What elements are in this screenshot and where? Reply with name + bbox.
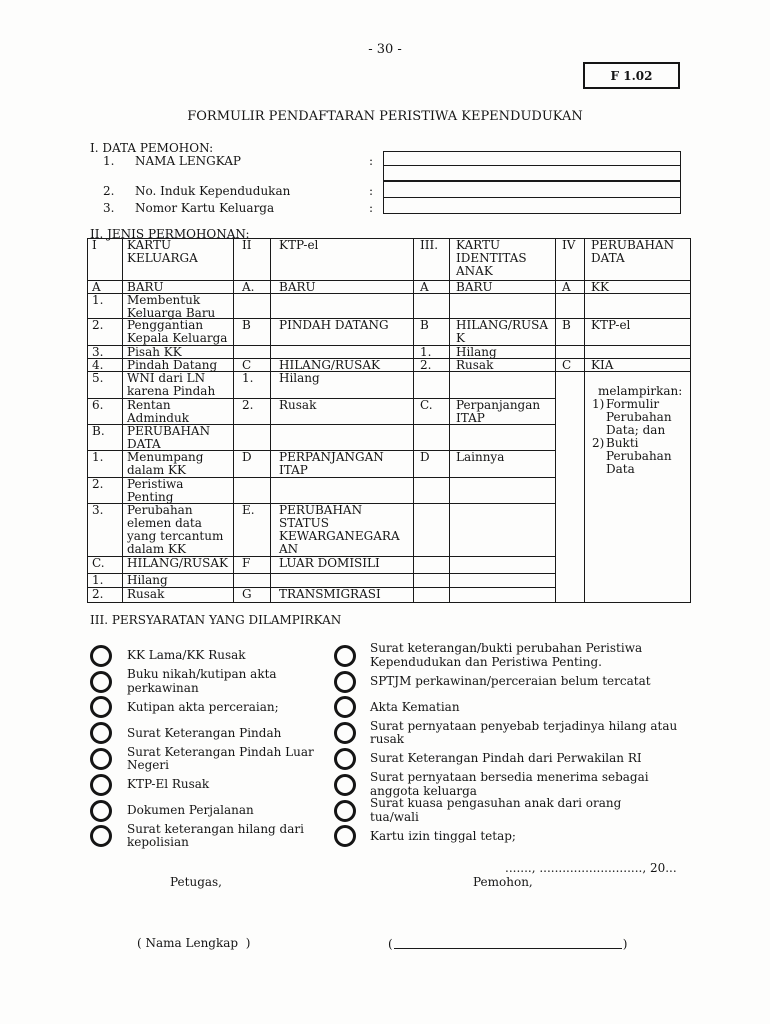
kk-item-cell bbox=[123, 425, 234, 451]
requirement-item[interactable] bbox=[334, 695, 754, 721]
ktp-el-item-cell bbox=[271, 281, 414, 294]
officer-name-placeholder: ( Nama Lengkap ) bbox=[137, 936, 251, 950]
perubahan-data-code-cell bbox=[556, 281, 585, 294]
perubahan-data-item-text bbox=[591, 294, 688, 318]
kk-item-cell bbox=[123, 451, 234, 478]
attachment-note bbox=[585, 372, 691, 603]
place-date-line: ......., ..........................., 20... bbox=[505, 861, 677, 875]
kk-item-cell bbox=[123, 359, 234, 372]
ktp-el-code-text: F bbox=[242, 556, 251, 570]
kk-code-text: 5. bbox=[92, 371, 104, 385]
kk-item-text: Perubahan elemen data yang tercantum dalam KK bbox=[127, 503, 224, 556]
attachment-note-number: 2) bbox=[592, 436, 605, 450]
kia-item-text bbox=[456, 294, 553, 318]
field-colon: : bbox=[369, 201, 374, 215]
ktp-el-code-cell bbox=[234, 372, 271, 399]
kk-item-text: Peristiwa Penting bbox=[127, 477, 184, 504]
kia-item-text: Rusak bbox=[456, 358, 494, 372]
field-number: 3. bbox=[103, 201, 115, 215]
column-header: KTP-el bbox=[279, 238, 319, 252]
kk-item-text: Pindah Datang bbox=[127, 358, 218, 372]
kk-item-text: Rentan Adminduk bbox=[127, 398, 189, 425]
requirement-item[interactable] bbox=[90, 695, 330, 721]
attachment-note-label: melampirkan: bbox=[598, 384, 683, 398]
requirement-checkbox[interactable] bbox=[334, 825, 356, 847]
kia-item-cell bbox=[450, 574, 556, 588]
kia-item-text bbox=[456, 557, 553, 573]
kia-code-cell bbox=[414, 239, 450, 281]
perubahan-data-item-text: KK bbox=[591, 280, 609, 294]
requirement-item[interactable] bbox=[334, 772, 754, 798]
application-type-table bbox=[87, 238, 691, 603]
kia-code-text: B bbox=[420, 318, 429, 332]
attachment-note-number: 1) bbox=[592, 397, 605, 411]
ktp-el-item-text: Hilang bbox=[279, 371, 320, 385]
kk-item-cell bbox=[123, 346, 234, 359]
ktp-el-code-cell bbox=[234, 451, 271, 478]
perubahan-data-code-cell bbox=[556, 239, 585, 281]
ktp-el-code-text bbox=[242, 425, 268, 450]
kia-code-text bbox=[420, 294, 447, 318]
requirement-item[interactable] bbox=[334, 643, 754, 669]
kia-code-text: C. bbox=[420, 398, 433, 412]
requirement-label: Surat kuasa pengasuhan anak dari orang tua/wali bbox=[370, 796, 622, 824]
kia-code-text bbox=[420, 574, 447, 587]
kk-item-cell bbox=[123, 372, 234, 399]
kk-code-text: 2. bbox=[92, 477, 104, 491]
perubahan-data-code-text bbox=[562, 346, 582, 358]
kia-code-text: 2. bbox=[420, 358, 432, 372]
ktp-el-code-cell bbox=[234, 557, 271, 574]
kk-code-text: 4. bbox=[92, 358, 104, 372]
kk-item-text: Membentuk Keluarga Baru bbox=[127, 293, 216, 320]
kia-code-text bbox=[420, 504, 447, 556]
attachment-note-item bbox=[585, 437, 690, 476]
ktp-el-item-text bbox=[279, 346, 411, 358]
ktp-el-code-text: B bbox=[242, 318, 251, 332]
ktp-el-item-cell bbox=[271, 346, 414, 359]
kia-code-text bbox=[420, 557, 447, 573]
table-row bbox=[88, 346, 691, 359]
officer-label: Petugas, bbox=[170, 875, 222, 889]
kia-item-text: Lainnya bbox=[456, 450, 505, 464]
column-header: III. bbox=[420, 238, 439, 252]
column-header: KARTU IDENTITAS ANAK bbox=[456, 238, 527, 278]
perubahan-data-code-cell bbox=[556, 294, 585, 319]
ktp-el-item-cell bbox=[271, 425, 414, 451]
ktp-el-code-text: 2. bbox=[242, 398, 254, 412]
kia-code-cell bbox=[414, 372, 450, 399]
requirement-checkbox[interactable] bbox=[90, 671, 112, 693]
kk-item-cell bbox=[123, 504, 234, 557]
kk-code-cell bbox=[88, 399, 123, 425]
perubahan-data-item-cell bbox=[585, 319, 691, 346]
ktp-el-code-cell bbox=[234, 359, 271, 372]
requirements-right-column bbox=[334, 643, 754, 849]
applicant-name-blank[interactable] bbox=[394, 938, 622, 949]
kk-item-text: BARU bbox=[127, 280, 164, 294]
requirement-label: Kartu izin tinggal tetap; bbox=[370, 828, 516, 843]
kia-item-text: BARU bbox=[456, 280, 493, 294]
requirement-checkbox[interactable] bbox=[334, 748, 356, 770]
requirement-checkbox[interactable] bbox=[334, 645, 356, 667]
ktp-el-code-text: G bbox=[242, 587, 252, 601]
requirement-label: Surat Keterangan Pindah bbox=[127, 725, 282, 740]
kk-code-cell bbox=[88, 294, 123, 319]
ktp-el-code-text bbox=[242, 294, 268, 318]
ktp-el-item-cell bbox=[271, 239, 414, 281]
kk-code-cell bbox=[88, 451, 123, 478]
perubahan-data-code-text: A bbox=[562, 280, 571, 294]
field-colon: : bbox=[369, 184, 374, 198]
table-row bbox=[88, 359, 691, 372]
kia-item-text bbox=[456, 478, 553, 503]
kia-code-text bbox=[420, 425, 447, 450]
kia-code-cell bbox=[414, 451, 450, 478]
kia-code-text bbox=[420, 588, 447, 602]
requirement-item[interactable] bbox=[90, 798, 330, 824]
ktp-el-item-text bbox=[279, 425, 411, 450]
ktp-el-item-text: BARU bbox=[279, 280, 316, 294]
kia-code-text bbox=[420, 478, 447, 503]
kia-code-text bbox=[420, 372, 447, 398]
kia-item-text: Perpanjangan ITAP bbox=[456, 398, 541, 425]
kia-item-cell bbox=[450, 399, 556, 425]
kk-code-text: 3. bbox=[92, 345, 104, 359]
kk-item-cell bbox=[123, 239, 234, 281]
kia-code-cell bbox=[414, 574, 450, 588]
ktp-el-item-cell bbox=[271, 319, 414, 346]
perubahan-data-code-cell bbox=[556, 346, 585, 359]
perubahan-data-item-cell bbox=[585, 346, 691, 359]
requirement-label: Buku nikah/kutipan akta perkawinan bbox=[127, 667, 277, 695]
kia-item-cell bbox=[450, 588, 556, 603]
table-row bbox=[88, 319, 691, 346]
family-card-number-field[interactable] bbox=[383, 197, 681, 214]
kia-code-cell bbox=[414, 319, 450, 346]
kk-item-cell bbox=[123, 294, 234, 319]
requirement-item[interactable] bbox=[90, 669, 330, 695]
applicant-signature-line bbox=[388, 937, 627, 951]
kia-item-cell bbox=[450, 425, 556, 451]
ktp-el-item-cell bbox=[271, 574, 414, 588]
ktp-el-code-text: C bbox=[242, 358, 252, 372]
kk-code-cell bbox=[88, 239, 123, 281]
kk-item-text: Pisah KK bbox=[127, 345, 182, 359]
full-name-label: NAMA LENGKAP bbox=[135, 154, 241, 168]
requirement-checkbox[interactable] bbox=[90, 748, 112, 770]
ktp-el-code-text: 1. bbox=[242, 371, 254, 385]
form-code: F 1.02 bbox=[610, 68, 653, 83]
requirement-checkbox[interactable] bbox=[334, 800, 356, 822]
ktp-el-item-cell bbox=[271, 504, 414, 557]
section-applicant-heading: I. DATA PEMOHON: bbox=[90, 141, 214, 155]
attachment-note-item bbox=[585, 398, 690, 437]
column-header: KARTU KELUARGA bbox=[127, 238, 198, 265]
kia-code-cell bbox=[414, 588, 450, 603]
kia-code-cell bbox=[414, 478, 450, 504]
requirement-checkbox[interactable] bbox=[90, 645, 112, 667]
kia-code-cell bbox=[414, 294, 450, 319]
ktp-el-item-cell bbox=[271, 294, 414, 319]
table-row bbox=[88, 281, 691, 294]
kia-item-cell bbox=[450, 281, 556, 294]
ktp-el-code-text bbox=[242, 574, 268, 587]
kia-code-cell bbox=[414, 281, 450, 294]
ktp-el-item-text: TRANSMIGRASI bbox=[279, 587, 381, 601]
ktp-el-item-text bbox=[279, 478, 411, 503]
ktp-el-item-text bbox=[279, 574, 411, 587]
kk-code-cell bbox=[88, 504, 123, 557]
kk-item-text: PERUBAHAN DATA bbox=[127, 424, 211, 451]
kk-code-cell bbox=[88, 574, 123, 588]
ktp-el-code-cell bbox=[234, 239, 271, 281]
kia-item-cell bbox=[450, 557, 556, 574]
ktp-el-code-text: E. bbox=[242, 503, 255, 517]
kk-code-cell bbox=[88, 425, 123, 451]
ktp-el-item-cell bbox=[271, 588, 414, 603]
ktp-el-code-cell bbox=[234, 588, 271, 603]
kia-item-text: Hilang bbox=[456, 345, 497, 359]
ktp-el-code-cell bbox=[234, 478, 271, 504]
kk-item-cell bbox=[123, 478, 234, 504]
ktp-el-item-cell bbox=[271, 478, 414, 504]
kk-code-text: 1. bbox=[92, 293, 104, 307]
requirement-label: Surat Keterangan Pindah dari Perwakilan RI bbox=[370, 751, 642, 766]
column-header: PERUBAHAN DATA bbox=[591, 238, 675, 265]
kia-code-cell bbox=[414, 399, 450, 425]
perubahan-data-item-cell bbox=[585, 359, 691, 372]
requirement-label: Dokumen Perjalanan bbox=[127, 802, 254, 817]
kia-code-cell bbox=[414, 557, 450, 574]
ktp-el-item-cell bbox=[271, 359, 414, 372]
kk-code-text: 1. bbox=[92, 450, 104, 464]
kk-code-text: 3. bbox=[92, 503, 104, 517]
requirement-label: Akta Kematian bbox=[370, 699, 460, 714]
requirement-label: Surat pernyataan penyebab terjadinya hilang atau rusak bbox=[370, 718, 678, 747]
perubahan-data-item-text: KTP-el bbox=[591, 318, 631, 332]
kk-item-text: WNI dari LN karena Pindah bbox=[127, 371, 216, 398]
perubahan-data-item-cell bbox=[585, 294, 691, 319]
kk-item-text: HILANG/RUSAK bbox=[127, 556, 228, 570]
requirement-label: Kutipan akta perceraian; bbox=[127, 699, 279, 714]
kia-item-cell bbox=[450, 478, 556, 504]
requirement-checkbox[interactable] bbox=[334, 671, 356, 693]
ktp-el-code-cell bbox=[234, 346, 271, 359]
perubahan-data-code-text bbox=[562, 294, 582, 318]
section-application-type-heading: II. JENIS PERMOHONAN: bbox=[90, 227, 250, 241]
applicant-label: Pemohon, bbox=[473, 875, 533, 889]
ktp-el-item-cell bbox=[271, 372, 414, 399]
requirement-label: Surat Keterangan Pindah Luar Negeri bbox=[127, 744, 314, 773]
kk-item-cell bbox=[123, 281, 234, 294]
requirement-checkbox[interactable] bbox=[90, 774, 112, 796]
requirement-label: Surat keterangan/bukti perubahan Peristiwa Kependudukan dan Peristiwa Penting. bbox=[370, 641, 643, 669]
full-name-field[interactable] bbox=[383, 151, 681, 181]
ktp-el-code-cell bbox=[234, 281, 271, 294]
open-paren: ( bbox=[388, 937, 393, 951]
kk-code-text: 2. bbox=[92, 587, 104, 601]
kia-item-cell bbox=[450, 239, 556, 281]
kk-code-text: A bbox=[92, 280, 101, 294]
form-code-box bbox=[583, 62, 680, 89]
ktp-el-item-text: Rusak bbox=[279, 398, 317, 412]
nik-field[interactable] bbox=[383, 181, 681, 198]
requirement-item[interactable] bbox=[90, 772, 330, 798]
kk-code-cell bbox=[88, 478, 123, 504]
ktp-el-item-cell bbox=[271, 557, 414, 574]
kia-item-cell bbox=[450, 346, 556, 359]
kk-item-cell bbox=[123, 557, 234, 574]
kk-code-cell bbox=[88, 557, 123, 574]
kk-code-text: C. bbox=[92, 556, 105, 570]
kia-code-text: 1. bbox=[420, 345, 432, 359]
kia-item-cell bbox=[450, 372, 556, 399]
kia-code-text: D bbox=[420, 450, 430, 464]
kia-code-cell bbox=[414, 425, 450, 451]
nik-label: No. Induk Kependudukan bbox=[135, 184, 291, 198]
table-row bbox=[88, 372, 691, 399]
kia-item-text bbox=[456, 588, 553, 602]
kk-code-text: 6. bbox=[92, 398, 104, 412]
kia-code-cell bbox=[414, 359, 450, 372]
ktp-el-item-cell bbox=[271, 451, 414, 478]
ktp-el-code-cell bbox=[234, 294, 271, 319]
attachment-note-text: Formulir Perubahan Data; dan bbox=[606, 397, 672, 437]
requirement-item[interactable] bbox=[334, 669, 754, 695]
requirement-item[interactable] bbox=[334, 746, 754, 772]
perubahan-data-code-cell bbox=[556, 319, 585, 346]
requirement-checkbox[interactable] bbox=[90, 800, 112, 822]
field-number: 1. bbox=[103, 154, 115, 168]
ktp-el-code-cell bbox=[234, 425, 271, 451]
page-number: - 30 - bbox=[368, 42, 402, 57]
ktp-el-code-text: A. bbox=[242, 280, 255, 294]
kk-code-cell bbox=[88, 372, 123, 399]
ktp-el-code-text bbox=[242, 478, 268, 503]
kk-code-text: B. bbox=[92, 424, 105, 438]
ktp-el-code-cell bbox=[234, 504, 271, 557]
table-row bbox=[88, 294, 691, 319]
ktp-el-code-cell bbox=[234, 574, 271, 588]
kk-code-cell bbox=[88, 346, 123, 359]
requirement-label: Surat keterangan hilang dari kepolisian bbox=[127, 821, 304, 850]
perubahan-data-code-cell bbox=[556, 359, 585, 372]
kk-item-cell bbox=[123, 588, 234, 603]
kk-code-cell bbox=[88, 588, 123, 603]
column-header: I bbox=[92, 238, 97, 252]
kk-code-cell bbox=[88, 281, 123, 294]
column-header: II bbox=[242, 238, 252, 252]
requirement-checkbox[interactable] bbox=[334, 774, 356, 796]
requirement-item[interactable] bbox=[90, 821, 330, 850]
requirement-item[interactable] bbox=[334, 798, 754, 824]
form-title: FORMULIR PENDAFTARAN PERISTIWA KEPENDUDUKAN bbox=[187, 109, 583, 124]
kk-code-text: 1. bbox=[92, 573, 104, 587]
requirement-label: SPTJM perkawinan/perceraian belum tercatat bbox=[370, 673, 651, 688]
requirement-checkbox[interactable] bbox=[334, 722, 356, 744]
kia-item-cell bbox=[450, 451, 556, 478]
requirements-left-column bbox=[90, 643, 330, 849]
requirement-item[interactable] bbox=[334, 824, 754, 850]
ktp-el-item-text: LUAR DOMISILI bbox=[279, 556, 380, 570]
perubahan-data-code-cell bbox=[556, 372, 585, 603]
kia-item-cell bbox=[450, 359, 556, 372]
perubahan-data-item-text: KIA bbox=[591, 358, 614, 372]
field-number: 2. bbox=[103, 184, 115, 198]
ktp-el-item-text: PERUBAHAN STATUS KEWARGANEGARA AN bbox=[279, 503, 400, 556]
attachment-note-text: Bukti Perubahan Data bbox=[606, 436, 672, 476]
column-header: IV bbox=[562, 238, 576, 252]
kk-item-text: Penggantian Kepala Keluarga bbox=[127, 318, 228, 345]
kia-item-cell bbox=[450, 319, 556, 346]
kk-code-cell bbox=[88, 359, 123, 372]
family-card-number-label: Nomor Kartu Keluarga bbox=[135, 201, 275, 215]
kk-item-text: Menumpang dalam KK bbox=[127, 450, 204, 477]
perubahan-data-code-text: B bbox=[562, 318, 571, 332]
table-header-row bbox=[88, 239, 691, 281]
ktp-el-code-text: D bbox=[242, 450, 252, 464]
requirement-checkbox[interactable] bbox=[90, 825, 112, 847]
ktp-el-code-cell bbox=[234, 319, 271, 346]
kk-item-cell bbox=[123, 319, 234, 346]
kia-code-text: A bbox=[420, 280, 429, 294]
kia-item-text bbox=[456, 372, 553, 398]
kia-code-cell bbox=[414, 504, 450, 557]
ktp-el-item-text bbox=[279, 294, 411, 318]
requirement-label: KK Lama/KK Rusak bbox=[127, 648, 246, 663]
kia-item-text: HILANG/RUSA K bbox=[456, 318, 549, 345]
kia-item-cell bbox=[450, 504, 556, 557]
kia-item-text bbox=[456, 574, 553, 587]
ktp-el-item-text: PINDAH DATANG bbox=[279, 318, 389, 332]
kk-code-text: 2. bbox=[92, 318, 104, 332]
kk-item-cell bbox=[123, 399, 234, 425]
ktp-el-code-text bbox=[242, 346, 268, 358]
perubahan-data-item-text bbox=[591, 346, 688, 358]
perubahan-data-item-cell bbox=[585, 281, 691, 294]
close-paren: ) bbox=[622, 937, 628, 951]
section-requirements-heading: III. PERSYARATAN YANG DILAMPIRKAN bbox=[90, 613, 342, 627]
requirement-checkbox[interactable] bbox=[334, 696, 356, 718]
kk-code-cell bbox=[88, 319, 123, 346]
requirement-checkbox[interactable] bbox=[90, 696, 112, 718]
requirement-checkbox[interactable] bbox=[90, 722, 112, 744]
kia-code-cell bbox=[414, 346, 450, 359]
kia-item-text bbox=[456, 504, 553, 556]
kia-item-cell bbox=[450, 294, 556, 319]
ktp-el-item-cell bbox=[271, 399, 414, 425]
perubahan-data-item-cell bbox=[585, 239, 691, 281]
requirement-item[interactable] bbox=[334, 720, 754, 746]
kk-item-cell bbox=[123, 574, 234, 588]
ktp-el-code-cell bbox=[234, 399, 271, 425]
kk-item-text: Hilang bbox=[127, 573, 168, 587]
field-colon: : bbox=[369, 154, 374, 168]
perubahan-data-code-text: C bbox=[562, 358, 572, 372]
ktp-el-item-text: PERPANJANGAN ITAP bbox=[279, 450, 384, 477]
requirement-label: KTP-El Rusak bbox=[127, 777, 210, 792]
kia-item-text bbox=[456, 425, 553, 450]
kk-item-text: Rusak bbox=[127, 587, 165, 601]
requirement-label: Surat pernyataan bersedia menerima sebagai anggota keluarga bbox=[370, 770, 649, 798]
ktp-el-item-text: HILANG/RUSAK bbox=[279, 358, 380, 372]
requirement-item[interactable] bbox=[90, 746, 330, 772]
requirement-item[interactable] bbox=[90, 643, 330, 669]
requirement-item[interactable] bbox=[90, 720, 330, 746]
